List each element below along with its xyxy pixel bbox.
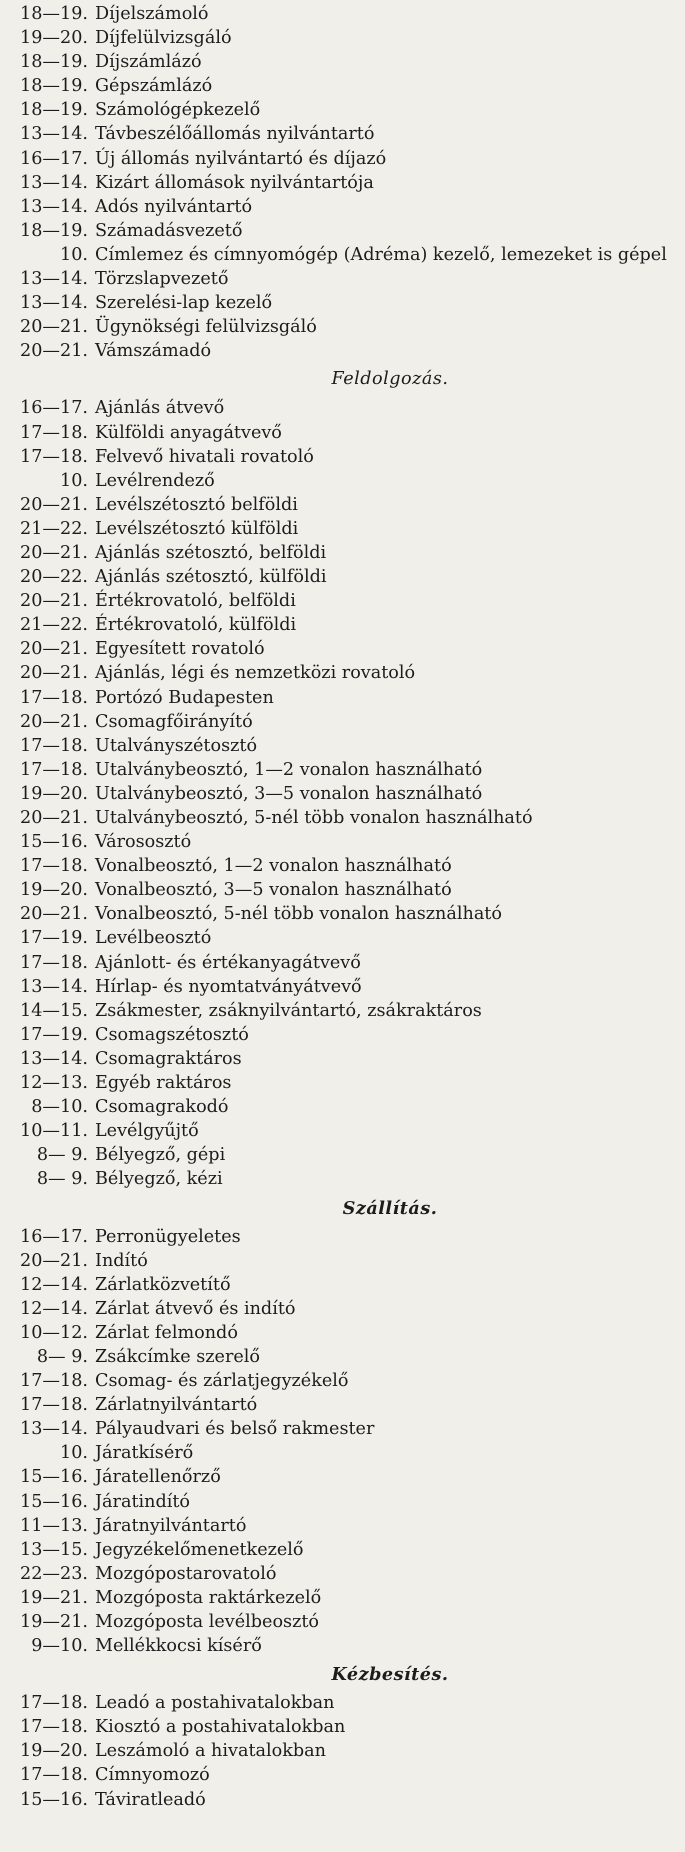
salary-grade: 18—19. (20, 220, 88, 241)
job-title: Járatellenőrző (95, 1467, 221, 1488)
list-item (0, 1586, 685, 1610)
job-title: Perronügyeletes (95, 1226, 241, 1247)
salary-grade: 19—21. (20, 1612, 88, 1632)
list-item (0, 50, 685, 74)
job-title: Új állomás nyilvántartó és díjazó (95, 148, 387, 169)
salary-grade: 20—21. (20, 591, 88, 612)
list-item (0, 195, 685, 219)
list-item (0, 493, 685, 517)
salary-grade: 20—21. (20, 542, 88, 563)
salary-grade: 14—15. (20, 1000, 88, 1021)
job-title: Portózó Budapesten (95, 687, 274, 708)
job-title: Levélgyűjtő (95, 1121, 199, 1142)
job-title: Gépszámlázó (95, 76, 213, 97)
salary-grade: 19—20. (20, 880, 88, 901)
job-title: Levélrendező (95, 470, 215, 491)
salary-grade: 12—14. (20, 1274, 88, 1295)
salary-grade: 17—18. (20, 1371, 88, 1392)
salary-grade: 17—19. (20, 1024, 88, 1045)
list-item (0, 1763, 685, 1787)
list-item (0, 421, 685, 445)
job-title: Távbeszélőállomás nyilvántartó (95, 124, 375, 145)
salary-grade: 18—19. (20, 76, 88, 97)
salary-grade: 16—17. (20, 398, 88, 419)
job-title: Utalványbeosztó, 1—2 vonalon használható (95, 759, 483, 780)
salary-grade: 10. (60, 470, 88, 491)
list-item (0, 734, 685, 758)
salary-grade: 20—21. (20, 341, 88, 362)
list-item (0, 1273, 685, 1297)
list-item (0, 565, 685, 589)
job-title: Mozgóposta raktárkezelő (95, 1587, 322, 1608)
job-title: Vonalbeosztó, 1—2 vonalon használható (95, 856, 452, 877)
job-title: Csomagszétosztó (95, 1024, 249, 1045)
salary-grade: 18—19. (20, 100, 88, 121)
salary-grade: 17—18. (20, 759, 88, 780)
salary-grade: 17—18. (20, 1765, 88, 1786)
job-title: Bélyegző, gépi (95, 1145, 226, 1166)
salary-grade: 20—21. (20, 317, 88, 338)
list-item (0, 758, 685, 782)
list-item (0, 1739, 685, 1763)
job-title: Járatnyilvántartó (95, 1515, 247, 1536)
job-title: Csomagrakodó (95, 1097, 229, 1118)
salary-grade: 22—23. (20, 1563, 88, 1584)
list-item (0, 147, 685, 171)
list-item (0, 122, 685, 146)
salary-grade: 20—21. (20, 808, 88, 828)
salary-grade: 8— 9. (36, 1169, 88, 1190)
job-title: Pályaudvari és belső rakmester (95, 1419, 375, 1440)
list-item (0, 74, 685, 98)
list-item (0, 517, 685, 541)
job-title: Zárlatközvetítő (95, 1274, 231, 1295)
list-item (0, 710, 685, 734)
salary-grade: 10—12. (20, 1322, 88, 1343)
section-heading: Kézbesítés. (331, 1664, 449, 1686)
job-title: Kiosztó a postahivatalokban (95, 1717, 346, 1738)
list-item (0, 1143, 685, 1167)
job-title: Címlemez és címnyomógép (Adréma) kezelő, lemezeket is gépel (95, 244, 667, 265)
salary-grade: 17—18. (20, 856, 88, 877)
job-title: Címnyomozó (95, 1765, 210, 1786)
job-title: Ajánlás szétosztó, külföldi (95, 567, 327, 588)
list-item (0, 171, 685, 195)
salary-grade: 8—10. (31, 1097, 88, 1118)
salary-grade: 17—18. (20, 687, 88, 708)
job-title: Díjfelülvizsgáló (95, 28, 232, 49)
list-item (0, 686, 685, 710)
job-title: Levélszétosztó külföldi (95, 518, 299, 539)
list-item (0, 975, 685, 999)
job-title: Vámszámadó (95, 341, 212, 362)
list-item (0, 219, 685, 243)
list-item (0, 878, 685, 902)
list-item (0, 469, 685, 493)
salary-grade: 20—21. (20, 494, 88, 515)
list-item (0, 1490, 685, 1514)
job-title: Hírlap- és nyomtatványátvevő (95, 976, 362, 997)
list-item (0, 1514, 685, 1538)
job-title: Zárlatnyilvántartó (95, 1395, 258, 1416)
list-item (0, 1071, 685, 1095)
salary-grade: 12—13. (20, 1073, 88, 1094)
job-title: Ajánlás, légi és nemzetközi rovatoló (95, 663, 416, 684)
job-title: Mellékkocsi kísérő (95, 1636, 262, 1657)
salary-grade: 13—14. (20, 172, 88, 193)
salary-grade: 18—19. (20, 52, 88, 73)
list-item (0, 1023, 685, 1047)
job-title: Adós nyilvántartó (95, 196, 253, 217)
salary-grade: 15—16. (20, 1467, 88, 1488)
salary-grade: 13—14. (20, 976, 88, 997)
salary-grade: 16—17. (20, 148, 88, 169)
job-title: Bélyegző, kézi (95, 1169, 223, 1190)
job-title: Egyesített rovatoló (95, 639, 265, 660)
job-title: Vonalbeosztó, 3—5 vonalon használható (95, 880, 452, 901)
job-title: Mozgópostarovatoló (95, 1563, 277, 1584)
job-title: Díjelszámoló (95, 4, 209, 24)
salary-grade: 10. (60, 1443, 88, 1464)
job-title: Vonalbeosztó, 5-nél több vonalon használható (95, 904, 502, 925)
section-heading: Feldolgozás. (331, 369, 449, 390)
salary-grade: 13—14. (20, 269, 88, 290)
job-title: Csomag- és zárlatjegyzékelő (95, 1371, 349, 1392)
list-item (0, 1225, 685, 1249)
list-item (0, 1465, 685, 1489)
list-item (0, 1417, 685, 1441)
salary-grade: 15—16. (20, 832, 88, 853)
salary-grade: 19—21. (20, 1587, 88, 1608)
salary-grade: 15—16. (20, 1491, 88, 1512)
list-item (0, 926, 685, 950)
salary-grade: 13—14. (20, 124, 88, 145)
list-item (0, 1610, 685, 1634)
job-title: Zárlat felmondó (95, 1322, 238, 1343)
salary-grade: 13—14. (20, 293, 88, 314)
list-item (0, 1345, 685, 1369)
salary-grade: 20—21. (20, 904, 88, 925)
list-item (0, 541, 685, 565)
job-title: Díjszámlázó (95, 52, 202, 73)
salary-grade: 8— 9. (36, 1346, 88, 1367)
list-item (0, 267, 685, 291)
job-title: Utalványbeosztó, 3—5 vonalon használható (95, 783, 483, 804)
list-item (0, 243, 685, 267)
job-title: Levélszétosztó belföldi (95, 494, 298, 515)
job-title: Indító (95, 1250, 148, 1271)
job-title: Számológépkezelő (95, 100, 261, 121)
salary-grade: 17—18. (20, 1693, 88, 1714)
salary-grade: 16—17. (20, 1226, 88, 1247)
job-title: Járatkísérő (95, 1443, 194, 1464)
list-item (0, 1297, 685, 1321)
list-item (0, 902, 685, 926)
list-item (0, 1441, 685, 1465)
list-item (0, 1047, 685, 1071)
list-item (0, 637, 685, 661)
salary-grade: 21—22. (20, 518, 88, 539)
job-title: Utalványbeosztó, 5-nél több vonalon használható (95, 808, 533, 828)
list-item (0, 1369, 685, 1393)
salary-grade: 17—19. (20, 928, 88, 949)
job-title: Zsákcímke szerelő (95, 1346, 260, 1367)
list-item (0, 1393, 685, 1417)
list-item (0, 589, 685, 613)
list-item (0, 806, 685, 830)
job-title: Jegyzékelőmenetkezelő (95, 1539, 304, 1560)
job-title: Számadásvezető (95, 220, 243, 241)
list-item (0, 1715, 685, 1739)
job-title: Ajánlás szétosztó, belföldi (95, 542, 327, 563)
salary-grade: 10. (60, 244, 88, 265)
job-title: Csomagraktáros (95, 1048, 242, 1069)
list-item (0, 1167, 685, 1191)
job-title: Járatindító (95, 1491, 191, 1512)
job-title: Utalványszétosztó (95, 735, 258, 756)
job-title: Zsákmester, zsáknyilvántartó, zsákraktáros (95, 1000, 482, 1021)
job-title: Törzslapvezető (95, 269, 229, 290)
list-item (0, 854, 685, 878)
list-item (0, 1095, 685, 1119)
job-title: Értékrovatoló, külföldi (95, 615, 297, 636)
list-item (0, 951, 685, 975)
salary-grade: 19—20. (20, 1741, 88, 1762)
list-item (0, 1691, 685, 1715)
list-item (0, 1562, 685, 1586)
job-title: Leszámoló a hivatalokban (95, 1741, 326, 1762)
salary-grade: 9—10. (31, 1636, 88, 1657)
job-title: Értékrovatoló, belföldi (95, 591, 296, 612)
list-item (0, 396, 685, 420)
job-title: Kizárt állomások nyilvántartója (95, 172, 374, 193)
section-heading: Szállítás. (342, 1197, 438, 1219)
job-title: Csomagfőirányító (95, 711, 253, 732)
salary-grade: 17—18. (20, 1395, 88, 1416)
list-item (0, 830, 685, 854)
salary-grade: 17—18. (20, 422, 88, 443)
salary-grade: 19—20. (20, 783, 88, 804)
list-item (0, 782, 685, 806)
job-title: Ügynökségi felülvizsgáló (95, 317, 317, 338)
salary-grade: 17—18. (20, 446, 88, 467)
list-item (0, 1119, 685, 1143)
salary-grade: 17—18. (20, 735, 88, 756)
job-title: Levélbeosztó (95, 928, 212, 949)
job-title: Leadó a postahivatalokban (95, 1693, 335, 1714)
list-item (0, 26, 685, 50)
job-title: Felvevő hivatali rovatoló (95, 446, 314, 467)
list-item (0, 445, 685, 469)
salary-grade: 20—21. (20, 663, 88, 684)
list-item (0, 1788, 685, 1812)
salary-grade: 8— 9. (36, 1145, 88, 1166)
salary-grade: 20—21. (20, 711, 88, 732)
list-item (0, 315, 685, 339)
list-item (0, 339, 685, 363)
job-title: Zárlat átvevő és indító (95, 1298, 296, 1319)
job-title: Várososztó (95, 832, 192, 853)
list-item (0, 1538, 685, 1562)
list-item (0, 1249, 685, 1273)
salary-grade: 21—22. (20, 615, 88, 636)
salary-grade: 17—18. (20, 1717, 88, 1738)
job-title: Külföldi anyagátvevő (95, 422, 282, 443)
salary-grade: 12—14. (20, 1298, 88, 1319)
list-item (0, 999, 685, 1023)
job-title: Szerelési-lap kezelő (95, 293, 273, 314)
salary-grade: 13—14. (20, 1419, 88, 1440)
salary-grade: 20—22. (20, 567, 88, 588)
salary-grade: 15—16. (20, 1789, 88, 1810)
job-title: Ajánlás átvevő (95, 398, 225, 419)
list-item (0, 2, 685, 26)
salary-grade: 13—15. (20, 1539, 88, 1560)
list-item (0, 1634, 685, 1658)
salary-grade: 20—21. (20, 1250, 88, 1271)
salary-grade: 18—19. (20, 4, 88, 24)
list-item (0, 613, 685, 637)
job-title: Mozgóposta levélbeosztó (95, 1612, 320, 1632)
list-item (0, 291, 685, 315)
job-title: Ajánlott- és értékanyagátvevő (95, 952, 361, 973)
list-item (0, 98, 685, 122)
salary-grade: 10—11. (20, 1121, 88, 1142)
salary-grade: 13—14. (20, 196, 88, 217)
salary-grade: 19—20. (20, 28, 88, 49)
salary-grade: 17—18. (20, 952, 88, 973)
salary-grade: 11—13. (20, 1515, 88, 1536)
list-item (0, 661, 685, 685)
job-title: Táviratleadó (95, 1789, 206, 1810)
salary-grade: 13—14. (20, 1048, 88, 1069)
job-title: Egyéb raktáros (95, 1073, 232, 1094)
list-item (0, 1321, 685, 1345)
salary-grade: 20—21. (20, 639, 88, 660)
